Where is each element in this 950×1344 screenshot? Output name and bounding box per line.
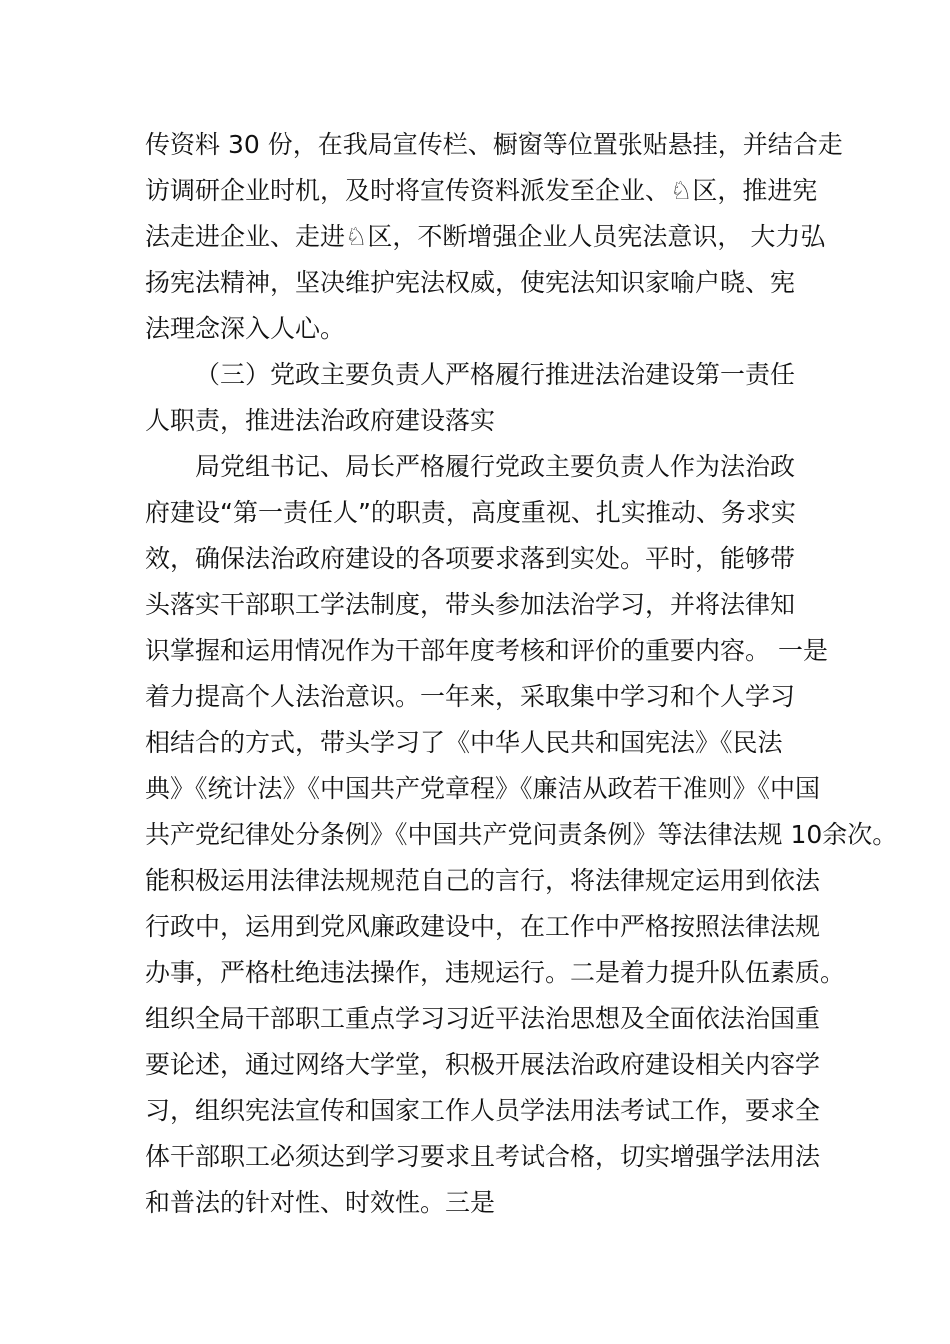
text-line-8: 局党组书记、局长严格履行党政主要负责人作为法治政 [195, 452, 796, 481]
section-heading-line-2: 人职责，推进法治政府建设落实 [145, 406, 496, 435]
text-line-3: 法走进企业、走进♘区，不断增强企业人员宪法意识， 大力弘 [145, 222, 826, 251]
text-line-16: 共产党纪律处分条例》《中国共产党问责条例》等法律法规 10余次。 [145, 820, 898, 849]
text-line-9: 府建设“第一责任人”的职责，高度重视、扎实推动、务求实 [145, 498, 796, 527]
text-line-18: 行政中，运用到党风廉政建设中，在工作中严格按照法律法规 [145, 912, 821, 941]
text-line-15: 典》《统计法》《中国共产党章程》《廉洁从政若干准则》《中国 [145, 774, 821, 803]
text-line-20: 组织全局干部职工重点学习习近平法治思想及全面依法治国重 [145, 1004, 821, 1033]
text-line-5: 法理念深入人心。 [145, 314, 346, 343]
text-line-24: 和普法的针对性、时效性。三是 [145, 1188, 496, 1217]
text-line-1: 传资料 30 份，在我局宣传栏、橱窗等位置张贴悬挂，并结合走 [145, 130, 843, 159]
text-line-12: 识掌握和运用情况作为干部年度考核和评价的重要内容。 一是 [145, 636, 828, 665]
text-line-23: 体干部职工必须达到学习要求且考试合格，切实增强学法用法 [145, 1142, 821, 1171]
text-line-11: 头落实干部职工学法制度，带头参加法治学习，并将法律知 [145, 590, 796, 619]
text-line-21: 要论述，通过网络大学堂，积极开展法治政府建设相关内容学 [145, 1050, 821, 1079]
text-line-14: 相结合的方式，带头学习了《中华人民共和国宪法》《民法 [145, 728, 783, 757]
text-line-17: 能积极运用法律法规规范自己的言行，将法律规定运用到依法 [145, 866, 821, 895]
text-line-4: 扬宪法精神，坚决维护宪法权威，使宪法知识家喻户晓、宪 [145, 268, 796, 297]
section-heading-line-1: （三）党政主要负责人严格履行推进法治建设第一责任 [195, 360, 796, 389]
text-line-10: 效，确保法治政府建设的各项要求落到实处。平时，能够带 [145, 544, 796, 573]
text-line-13: 着力提高个人法治意识。一年来，采取集中学习和个人学习 [145, 682, 796, 711]
text-line-2: 访调研企业时机，及时将宣传资料派发至企业、♘区，推进宪 [145, 176, 818, 205]
text-line-19: 办事，严格杜绝违法操作，违规运行。二是着力提升队伍素质。 [145, 958, 846, 987]
text-line-22: 习，组织宪法宣传和国家工作人员学法用法考试工作，要求全 [145, 1096, 821, 1125]
